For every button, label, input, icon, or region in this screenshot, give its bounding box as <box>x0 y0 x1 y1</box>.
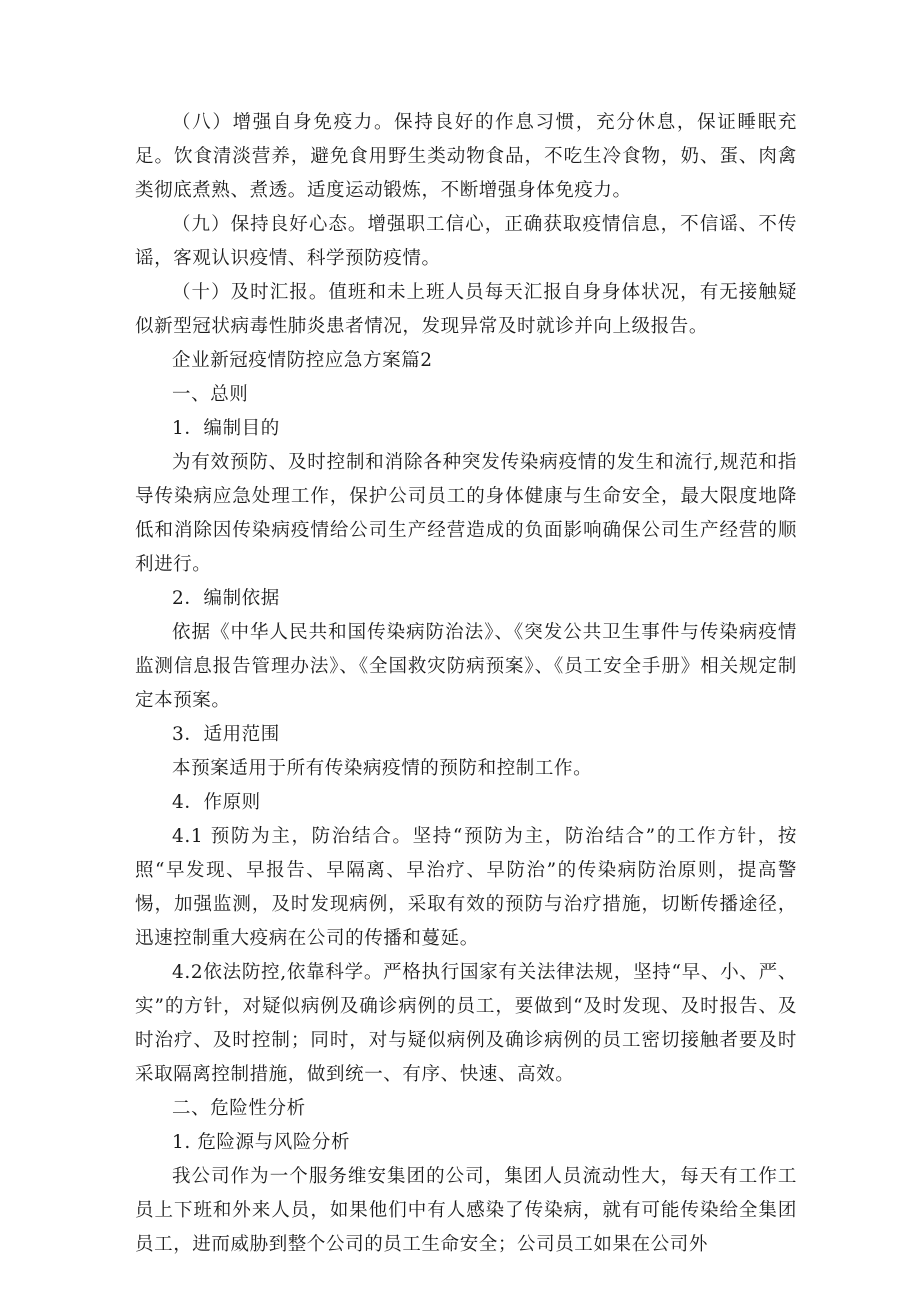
paragraph-principle-4-2: 4.2依法防控,依靠科学。严格执行国家有关法律法规，坚持“早、小、严、实”的方针，对疑似病例及确诊病例的员工，要做到“及时发现、及时报告、及时治疗、及时控制；同时，对与疑似病例及确诊病例的员工密切接触者要及时采取隔离控制措施，做到统一、有序、快速、高效。 <box>135 962 797 1085</box>
paragraph-mindset: （九）保持良好心态。增强职工信心，正确获取疫情信息，不信谣、不传谣，客观认识疫情、科学预防疫情。 <box>135 214 797 269</box>
heading-hazard-sources: 1. 危险源与风险分析 <box>172 1132 351 1153</box>
paragraph-report: （十）及时汇报。值班和未上班人员每天汇报自身身体状况，有无接触疑似新型冠状病毒性肺炎患者情况，发现异常及时就诊并向上级报告。 <box>135 282 797 337</box>
heading-principles: 4．作原则 <box>172 792 261 813</box>
section-title: 企业新冠疫情防控应急方案篇2 <box>172 350 433 371</box>
heading-general-principles: 一、总则 <box>172 384 249 405</box>
paragraph-hazard: 我公司作为一个服务维安集团的公司，集团人员流动性大，每天有工作工员上下班和外来人员，如果他们中有人感染了传染病，就有可能传染给全集团员工，进而威胁到整个公司的员工生命安全；公司员工如果在公司外 <box>135 1166 797 1255</box>
paragraph-scope: 本预案适用于所有传染病疫情的预防和控制工作。 <box>172 758 593 779</box>
heading-purpose: 1．编制目的 <box>172 418 280 439</box>
document-body <box>135 106 797 1262</box>
paragraph-principle-4-1: 4.1 预防为主，防治结合。坚持“预防为主，防治结合”的工作方针，按照“早发现、早报告、早隔离、早治疗、早防治”的传染病防治原则，提高警惕，加强监测，及时发现病例，采取有效的预防与治疗措施，切断传播途径，迅速控制重大疫病在公司的传播和蔓延。 <box>135 826 797 949</box>
paragraph-immunity: （八）增强自身免疫力。保持良好的作息习惯，充分休息，保证睡眠充足。饮食清淡营养，避免食用野生类动物食品，不吃生冷食物，奶、蛋、肉禽类彻底煮熟、煮透。适度运动锻炼，不断增强身体免疫力。 <box>135 112 797 201</box>
heading-scope: 3．适用范围 <box>172 724 280 745</box>
paragraph-basis: 依据《中华人民共和国传染病防治法》、《突发公共卫生事件与传染病疫情监测信息报告管理办法》、《全国救灾防病预案》、《员工安全手册》相关规定制定本预案。 <box>135 622 797 711</box>
heading-risk-analysis: 二、危险性分析 <box>172 1098 306 1119</box>
paragraph-purpose: 为有效预防、及时控制和消除各种突发传染病疫情的发生和流行,规范和指导传染病应急处理工作，保护公司员工的身体健康与生命安全，最大限度地降低和消除因传染病疫情给公司生产经营造成的负面影响确保公司生产经营的顺利进行。 <box>135 452 797 575</box>
heading-basis: 2．编制依据 <box>172 588 280 609</box>
